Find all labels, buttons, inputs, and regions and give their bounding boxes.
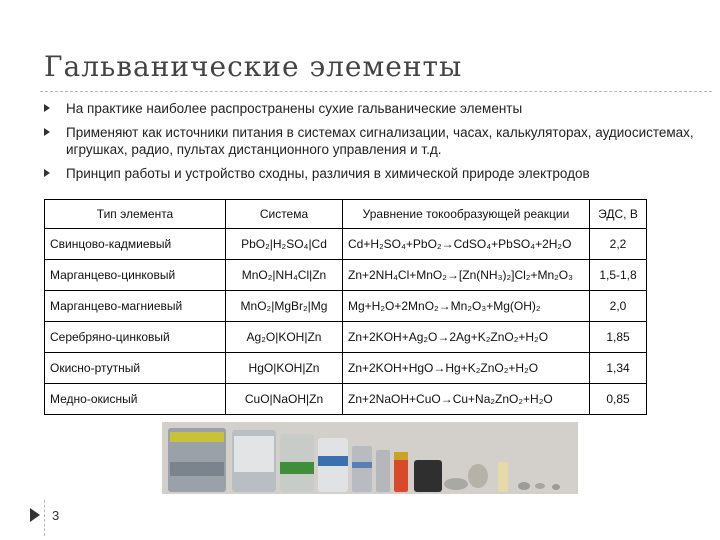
cell-system: Ag₂O|KOH|Zn: [226, 322, 343, 353]
header-emf: ЭДС, В: [590, 200, 647, 229]
cell-emf: 2,2: [590, 229, 647, 260]
cell-type: Марганцево-цинковый: [45, 260, 226, 291]
cell-equation: Zn+2KOH+HgO→Hg+K₂ZnO₂+H₂O: [343, 353, 590, 384]
bullet-text: На практике наиболее распространены сухие гальванические элементы: [66, 101, 523, 116]
bullet-arrow-icon: [44, 128, 50, 136]
cell-emf: 1,34: [590, 353, 647, 384]
footer-divider: [44, 500, 45, 536]
table-header-row: [45, 200, 647, 229]
bullet-item: [44, 124, 704, 158]
cell-system: MnO₂|MgBr₂|Mg: [226, 291, 343, 322]
table-row: [45, 260, 647, 291]
header-system: Система: [226, 200, 343, 229]
cell-emf: 2,0: [590, 291, 647, 322]
cell-emf: 0,85: [590, 384, 647, 415]
cell-emf: 1,5-1,8: [590, 260, 647, 291]
title-divider: [40, 91, 712, 92]
cell-equation: Cd+H₂SO₄+PbO₂→CdSO₄+PbSO₄+2H₂O: [343, 229, 590, 260]
cell-type: Медно-окисный: [45, 384, 226, 415]
cell-system: MnO₂|NH₄Cl|Zn: [226, 260, 343, 291]
bullet-text: Принцип работы и устройство сходны, различия в химической природе электродов: [66, 166, 590, 181]
page-number: 3: [52, 508, 60, 523]
bullet-item: [44, 100, 704, 117]
header-equation: Уравнение токообразующей реакции: [343, 200, 590, 229]
batteries-photo: [162, 422, 578, 494]
cell-equation: Mg+H₂O+2MnO₂→Mn₂O₃+Mg(OH)₂: [343, 291, 590, 322]
table-row: [45, 384, 647, 415]
bullet-arrow-icon: [44, 104, 50, 112]
table-row: [45, 322, 647, 353]
bullet-text: Применяют как источники питания в системах сигнализации, часах, калькуляторах, аудиосистемах, игрушках, радио, пультах дистанционного управления и т.д.: [66, 125, 694, 157]
cells-table: [44, 199, 647, 415]
header-type: Тип элемента: [45, 200, 226, 229]
cell-type: Серебряно-цинковый: [45, 322, 226, 353]
cell-emf: 1,85: [590, 322, 647, 353]
cell-system: CuO|NaOH|Zn: [226, 384, 343, 415]
cell-equation: Zn+2NH₄Cl+MnO₂→[Zn(NH₃)₂]Cl₂+Mn₂O₃: [343, 260, 590, 291]
cell-type: Окисно-ртутный: [45, 353, 226, 384]
batteries-illustration: [162, 422, 578, 494]
bullet-item: [44, 165, 704, 182]
cell-type: Свинцово-кадмиевый: [45, 229, 226, 260]
slide-title: Гальванические элементы: [44, 50, 463, 83]
table-row: [45, 291, 647, 322]
cell-equation: Zn+2NaOH+CuO→Cu+Na₂ZnO₂+H₂O: [343, 384, 590, 415]
table-row: [45, 353, 647, 384]
cell-system: HgO|KOH|Zn: [226, 353, 343, 384]
cell-system: PbO₂|H₂SO₄|Cd: [226, 229, 343, 260]
table-row: [45, 229, 647, 260]
bullet-list: [44, 100, 704, 189]
cell-equation: Zn+2KOH+Ag₂O→2Ag+K₂ZnO₂+H₂O: [343, 322, 590, 353]
page-arrow-icon: [30, 508, 40, 522]
cell-type: Марганцево-магниевый: [45, 291, 226, 322]
bullet-arrow-icon: [44, 169, 50, 177]
